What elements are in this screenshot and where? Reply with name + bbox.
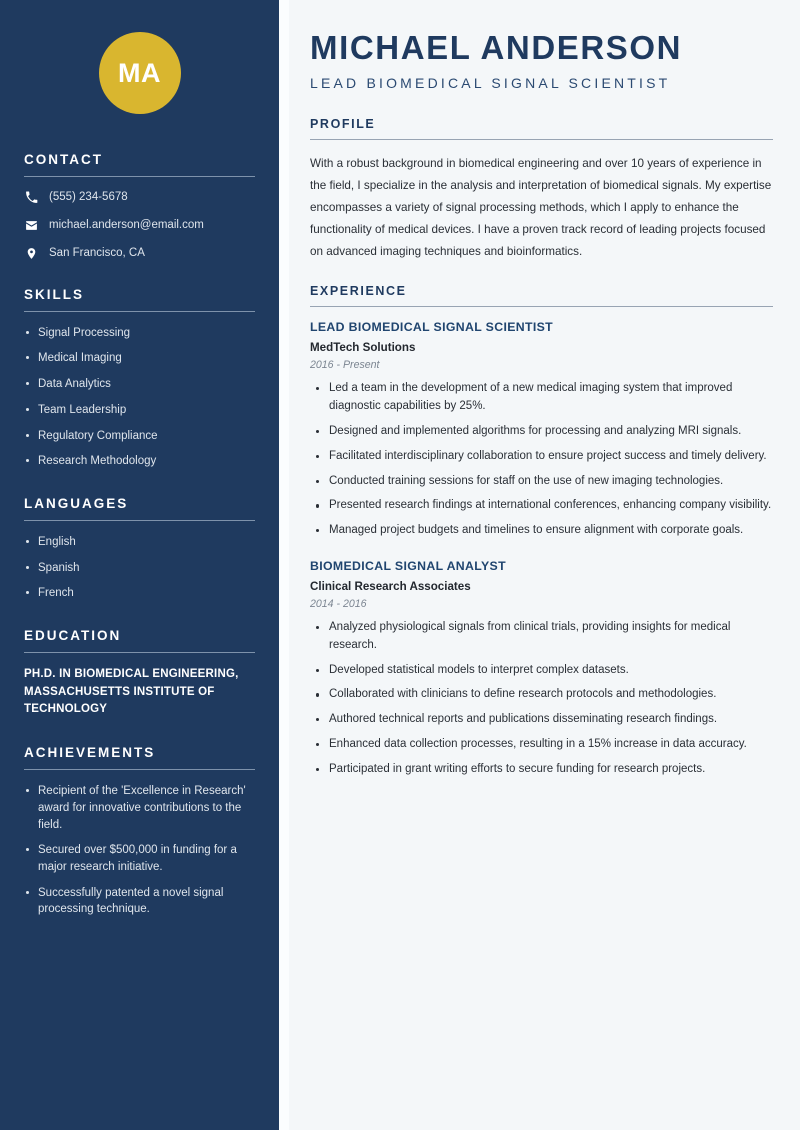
- job-bullet-list: [310, 380, 773, 540]
- education-entry: PH.D. IN BIOMEDICAL ENGINEERING, MASSACHUSETTS INSTITUTE OF TECHNOLOGY: [24, 667, 239, 716]
- contact-item-phone[interactable]: [24, 190, 255, 205]
- list-item: Collaborated with clinicians to define research protocols and methodologies.: [310, 686, 773, 704]
- achievements-divider: [24, 769, 255, 770]
- achievements-heading: ACHIEVEMENTS: [24, 745, 156, 761]
- skills-list: [24, 325, 255, 470]
- languages-section: [24, 496, 255, 602]
- list-item: Enhanced data collection processes, resulting in a 15% increase in data accuracy.: [310, 736, 773, 754]
- contact-heading: CONTACT: [24, 152, 103, 167]
- experience-divider: [310, 306, 773, 307]
- profile-text: With a robust background in biomedical engineering and over 10 years of experience in the field, I specialize in the analysis and interpretation of biomedical signals. My expertise encompasses a variety of signal processing methods, which I apply to enhance the functionality of medical devices. I have a proven track record of leading projects focused on advanced imaging techniques and bioinformatics.: [310, 157, 772, 259]
- list-item: Facilitated interdisciplinary collaboration to ensure project success and timely delivery.: [310, 448, 773, 466]
- envelope-icon: [24, 219, 38, 232]
- job-company: Clinical Research Associates: [310, 579, 471, 593]
- profile-section: [310, 117, 773, 263]
- list-item: Successfully patented a novel signal processing technique.: [24, 885, 255, 918]
- profile-divider: [310, 139, 773, 140]
- list-item: Conducted training sessions for staff on the use of new imaging technologies.: [310, 473, 773, 491]
- languages-divider: [24, 520, 255, 521]
- list-item: Designed and implemented algorithms for processing and analyzing MRI signals.: [310, 423, 773, 441]
- skills-section: [24, 287, 255, 470]
- list-item: English: [24, 534, 255, 551]
- location-pin-icon: [24, 247, 38, 260]
- profile-heading: PROFILE: [310, 117, 376, 132]
- skills-heading: SKILLS: [24, 286, 85, 302]
- job-title: LEAD BIOMEDICAL SIGNAL SCIENTIST: [310, 320, 554, 335]
- page-title: MICHAEL ANDERSON: [310, 29, 683, 66]
- list-item: Regulatory Compliance: [24, 428, 255, 445]
- achievements-section: [24, 745, 255, 918]
- list-item: Spanish: [24, 560, 255, 577]
- main-content: [289, 0, 800, 1130]
- job-company: MedTech Solutions: [310, 341, 416, 355]
- contact-item-email[interactable]: [24, 218, 255, 233]
- education-divider: [24, 652, 255, 653]
- list-item: Secured over $500,000 in funding for a major research initiative.: [24, 842, 255, 875]
- list-item: French: [24, 585, 255, 602]
- list-item: Recipient of the 'Excellence in Research' award for innovative contributions to the field.: [24, 783, 255, 833]
- list-item: Research Methodology: [24, 453, 255, 470]
- list-item: Team Leadership: [24, 402, 255, 419]
- list-item: Participated in grant writing efforts to secure funding for research projects.: [310, 761, 773, 779]
- contact-item-location[interactable]: [24, 246, 255, 261]
- contact-phone-value: (555) 234-5678: [49, 191, 128, 203]
- list-item: Led a team in the development of a new medical imaging system that improved diagnostic capabilities by 25%.: [310, 380, 773, 416]
- skills-divider: [24, 311, 255, 312]
- phone-icon: [24, 191, 38, 204]
- languages-list: [24, 534, 255, 602]
- list-item: Managed project budgets and timelines to ensure alignment with corporate goals.: [310, 522, 773, 540]
- list-item: Presented research findings at international conferences, enhancing company visibility.: [310, 497, 773, 515]
- languages-heading: LANGUAGES: [24, 495, 129, 511]
- list-item: Signal Processing: [24, 325, 255, 342]
- experience-heading: EXPERIENCE: [310, 284, 407, 299]
- experience-entry: [310, 320, 773, 540]
- experience-entry: [310, 559, 773, 779]
- list-item: Medical Imaging: [24, 350, 255, 367]
- contact-email-value: michael.anderson@email.com: [49, 218, 204, 231]
- list-item: Data Analytics: [24, 376, 255, 393]
- education-heading: EDUCATION: [24, 627, 122, 643]
- education-section: [24, 628, 255, 719]
- job-dates: 2014 - 2016: [310, 597, 367, 610]
- avatar: MA: [99, 32, 181, 114]
- sidebar: [0, 0, 279, 1130]
- avatar-container: [24, 0, 255, 152]
- column-gutter: [279, 0, 289, 1130]
- list-item: Developed statistical models to interpret complex datasets.: [310, 662, 773, 680]
- contact-section: [24, 152, 255, 261]
- job-dates: 2016 - Present: [310, 359, 380, 372]
- contact-location-value: San Francisco, CA: [49, 246, 145, 259]
- job-bullet-list: [310, 619, 773, 779]
- job-title: BIOMEDICAL SIGNAL ANALYST: [310, 558, 506, 573]
- job-role-subtitle: LEAD BIOMEDICAL SIGNAL SCIENTIST: [310, 75, 671, 92]
- experience-section: [310, 284, 773, 778]
- contact-divider: [24, 176, 255, 177]
- list-item: Authored technical reports and publications disseminating research findings.: [310, 711, 773, 729]
- list-item: Analyzed physiological signals from clinical trials, providing insights for medical research.: [310, 619, 773, 655]
- achievements-list: [24, 783, 255, 918]
